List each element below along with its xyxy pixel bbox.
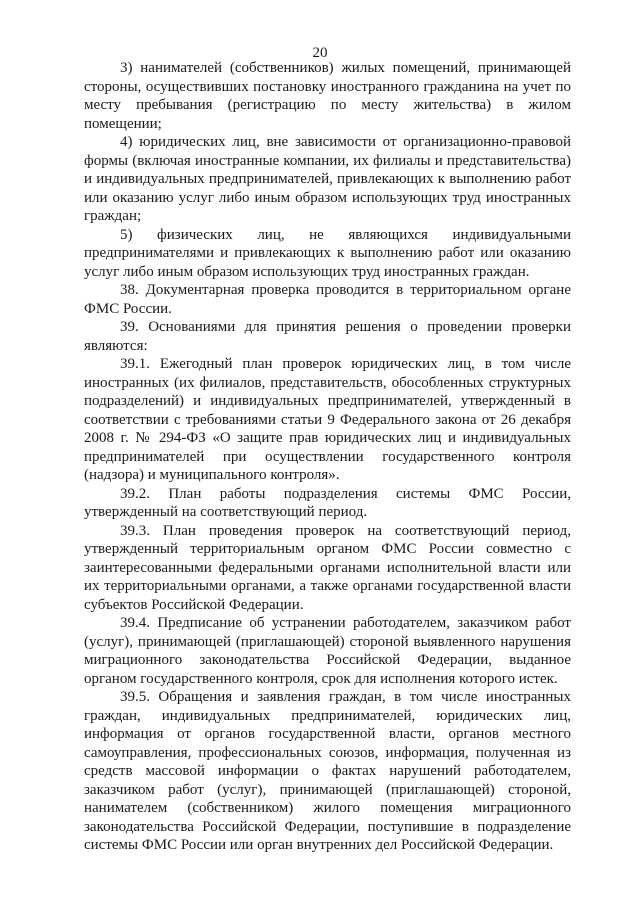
paragraph-39-4: 39.4. Предписание об устранении работодателем, заказчиком работ (услуг), принимающей (приглашающей) стороной выявленного нарушения миграционного законодательства Российской Федерации, выданное органом государственного контроля, срок для исполнения которого истек. [84, 615, 571, 687]
paragraph-39: 39. Основаниями для принятия решения о проведении проверки являются: [84, 319, 571, 354]
paragraph-39-3: 39.3. План проведения проверок на соответствующий период, утвержденный территориальным органом ФМС России совместно с заинтересованными федеральными органами исполнительной власти или их территориальными органами, а также органами государственной власти субъектов Российской Федерации. [84, 522, 571, 613]
paragraph-39-2: 39.2. План работы подразделения системы ФМС России, утвержденный на соответствующий период. [84, 485, 571, 520]
document-body [84, 59, 571, 855]
paragraph-38: 38. Документарная проверка проводится в территориальном органе ФМС России. [84, 282, 571, 317]
paragraph-39-5: 39.5. Обращения и заявления граждан, в том числе иностранных граждан, индивидуальных предпринимателей, юридических лиц, информация от органов государственной власти, органов местного самоуправления, профессиональных союзов, информация, полученная из средств массовой информации о фактах нарушений работодателем, заказчиком работ (услуг), принимающей (приглашающей) стороной, нанимателем (собственником) жилого помещения миграционного законодательства Российской Федерации, поступившие в подразделение системы ФМС России или орган внутренних дел Российской Федерации. [84, 689, 571, 853]
paragraph-item-4: 4) юридических лиц, вне зависимости от организационно-правовой формы (включая иностранные компании, их филиалы и представительства) и индивидуальных предпринимателей, привлекающих к выполнению работ или оказанию услуг либо иным образом использующих труд иностранных граждан; [84, 134, 571, 224]
paragraph-item-5: 5) физических лиц, не являющихся индивидуальными предпринимателями и привлекающих к выполнению работ или оказанию услуг либо иным образом использующих труд иностранных граждан. [84, 226, 571, 280]
page-number: 20 [312, 45, 328, 61]
paragraph-item-3: 3) нанимателей (собственников) жилых помещений, принимающей стороны, осуществивших постановку иностранного гражданина на учет по месту пребывания (регистрацию по месту жительства) в жилом помещении; [84, 60, 571, 132]
paragraph-39-1: 39.1. Ежегодный план проверок юридических лиц, в том числе иностранных (их филиалов, представительств, обособленных структурных подразделений) и индивидуальных предпринимателей, утвержденный в соответствии с требованиями статьи 9 Федерального закона от 26 декабря 2008 г. № 294-ФЗ «О защите прав юридических лиц и индивидуальных предпринимателей при осуществлении государственного контроля (надзора) и муниципального контроля». [84, 356, 571, 483]
